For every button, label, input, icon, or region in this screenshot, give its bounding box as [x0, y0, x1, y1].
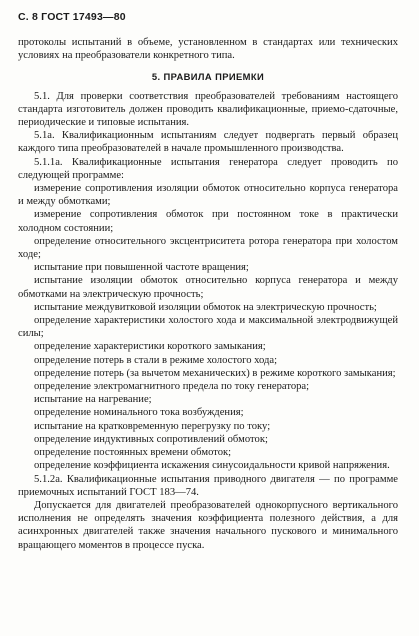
program-item: испытание при повышенной частоте вращения;	[34, 262, 249, 274]
paragraph-5-1-2a: 5.1.2а. Квалификационные испытания приводного двигателя — по программе приемочных испытаний ГОСТ 183—74.	[18, 473, 398, 498]
intro-paragraph: протоколы испытаний в объеме, установленном в стандартах или технических условиях на преобразователи конкретного типа.	[18, 37, 398, 62]
program-item: определение характеристики холостого хода и максимальной электродвижущей силы;	[18, 315, 398, 340]
section-title: 5. ПРАВИЛА ПРИЕМКИ	[151, 71, 265, 83]
program-item: определение постоянных времени обмоток;	[34, 447, 232, 459]
program-list	[18, 182, 398, 472]
program-item: определение характеристики короткого замыкания;	[34, 341, 266, 353]
program-item: испытание изоляции обмоток относительно корпуса генератора и между обмотками на электрическую прочность;	[18, 275, 398, 300]
program-item: определение электромагнитного предела по току генератора;	[34, 381, 310, 393]
program-item: определение относительного эксцентриситета ротора генератора при холостом ходе;	[18, 235, 398, 261]
program-item: испытание на нагревание;	[34, 394, 152, 406]
paragraph-5-1-1a: 5.1.1а. Квалификационные испытания генератора следует проводить по следующей программе:	[18, 156, 398, 181]
program-item: измерение сопротивления обмоток при постоянном токе в практически холодном состоянии;	[18, 209, 398, 234]
paragraph-allowance: Допускается для двигателей преобразователей однокорпусного вертикального исполнения не определять значения коэффициента полезного действия, а для асинхронных двигателей также значения начального пускового и минимального вращающего моментов в процессе пуска.	[18, 499, 398, 551]
program-item: испытание междувитковой изоляции обмоток на электрическую прочность;	[34, 301, 377, 313]
page-content	[18, 36, 398, 552]
paragraph-5-1: 5.1. Для проверки соответствия преобразователей требованиям настоящего стандарта изготовитель должен проводить квалификационные, приемо-сдаточные, периодические и типовые испытания.	[18, 90, 398, 129]
program-item: определение коэффициента искажения синусоидальности кривой напряжения.	[34, 460, 390, 472]
program-item: определение потерь в стали в режиме холостого хода;	[34, 354, 278, 366]
program-item: определение потерь (за вычетом механических) в режиме короткого замыкания;	[34, 367, 396, 379]
page-header: С. 8 ГОСТ 17493—80	[18, 11, 126, 23]
program-item: измерение сопротивления изоляции обмоток относительно корпуса генератора и между обмотками;	[18, 183, 398, 208]
program-item: определение номинального тока возбуждения;	[34, 407, 244, 419]
paragraph-5-1a: 5.1а. Квалификационным испытаниям следует подвергать первый образец каждого типа преобразователей в начале промышленного производства.	[18, 130, 398, 155]
program-item: определение индуктивных сопротивлений обмоток;	[34, 433, 268, 445]
program-item: испытание на кратковременную перегрузку по току;	[34, 420, 271, 432]
